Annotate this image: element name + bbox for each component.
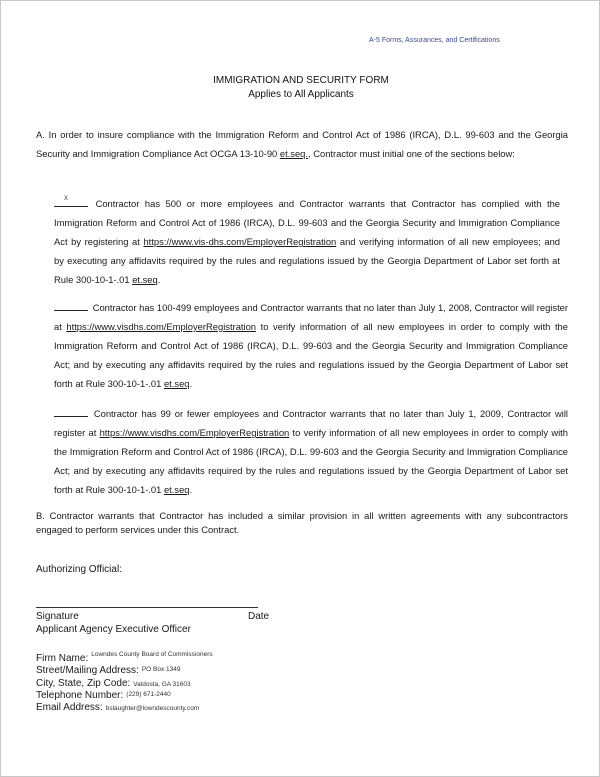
phone-label: Telephone Number: <box>36 690 124 701</box>
option-2-link[interactable]: https://www.visdhs.com/EmployerRegistration <box>66 321 257 332</box>
option-3-link[interactable]: https://www.visdhs.com/EmployerRegistration <box>99 427 290 438</box>
authorizing-official-label: Authorizing Official: <box>36 564 122 575</box>
section-a-link[interactable]: et.seq. <box>279 148 309 159</box>
signature-label: Signature <box>36 611 79 622</box>
firm-name-value: Lowndes County Board of Commissioners <box>91 651 213 658</box>
option-2-end: . <box>189 378 193 389</box>
section-a <box>36 125 568 163</box>
section-a-text: A. In order to insure compliance with the Immigration Reform and Control Act of 1986 (IRCA), D.L. 99-603 and the Georgia Security and Immigration Compliance Act OCGA 13-10-90 <box>36 129 568 159</box>
option-2-etseq: et.seq <box>163 378 190 389</box>
option-100-499 <box>54 298 568 393</box>
option-1-text-middle: and verifying information of all new employees; and by executing any affidavits required by the rules and regulations issued by the Georgia Department of Labor set forth at Rule 300-10-1-.01 <box>54 236 560 285</box>
city-value: Valdosta, GA 31603 <box>133 681 191 688</box>
street-label: Street/Mailing Address: <box>36 665 139 676</box>
initial-mark-1: X <box>64 196 69 202</box>
option-3-text: Contractor has 99 or fewer employees and Contractor warrants that no later than July 1, 2009, Contractor will register at <box>54 408 568 438</box>
option-500-plus <box>54 194 560 289</box>
initial-blank-3[interactable] <box>54 408 88 417</box>
header-tag: A-5 Forms, Assurances, and Certifications <box>369 37 500 44</box>
option-99-or-fewer <box>54 404 568 499</box>
option-1-end: . <box>157 274 161 285</box>
option-1-link[interactable]: https://www.vis-dhs.com/EmployerRegistration <box>143 236 337 247</box>
email-value: bslaughter@lowndescounty.com <box>105 705 200 712</box>
email-row <box>36 697 199 715</box>
street-value: PO Box 1349 <box>141 666 181 673</box>
date-label: Date <box>248 611 270 622</box>
option-3-etseq: et.seq <box>163 484 190 495</box>
city-label: City, State, Zip Code: <box>36 678 131 689</box>
email-label: Email Address: <box>36 702 103 713</box>
option-1-etseq: et.seq <box>132 274 158 285</box>
option-3-text-middle: to verify information of all new employees in order to comply with the Immigration Reform and Control Act of 1986 (IRCA), D.L. 99-603 and the Georgia Security and Immigration Compliance Act; and by executing any affidavits required by the rules and regulations issued by the Georgia Department of Labor set forth at Rule 300-10-1-.01 <box>54 427 568 495</box>
phone-value: (229) 671-2440 <box>126 691 171 698</box>
form-title: IMMIGRATION AND SECURITY FORM <box>213 75 389 86</box>
option-2-text-middle: to verify information of all new employees in order to comply with the Immigration Reform and Control Act of 1986 (IRCA), D.L. 99-603 and the Georgia Security and Immigration Compliance Act; and by executing any affidavits required by the rules and regulations issued by the Georgia Department of Labor set forth at Rule 300-10-1-.01 <box>54 321 568 389</box>
option-3-end: . <box>189 484 193 495</box>
section-a-text-end: , Contractor must initial one of the sections below: <box>308 148 515 159</box>
option-1-text: Contractor has 500 or more employees and Contractor warrants that Contractor has complied with the Immigration Reform and Control Act of 1986 (IRCA), D.L. 99-603 and the Georgia Security and Immigration Compliance Act by registering at <box>54 198 560 247</box>
section-b: B. Contractor warrants that Contractor has included a similar provision in all written agreements with any subcontractors engaged to perform services under this Contract. <box>36 510 568 535</box>
option-2-text: Contractor has 100-499 employees and Contractor warrants that no later than July 1, 2008, Contractor will register at <box>54 302 569 332</box>
initial-blank-1[interactable] <box>54 198 88 207</box>
officer-label: Applicant Agency Executive Officer <box>36 624 191 635</box>
signature-line[interactable] <box>36 607 258 608</box>
form-subtitle: Applies to All Applicants <box>248 89 354 100</box>
firm-name-label: Firm Name: <box>36 653 89 664</box>
initial-blank-2[interactable] <box>54 302 88 311</box>
